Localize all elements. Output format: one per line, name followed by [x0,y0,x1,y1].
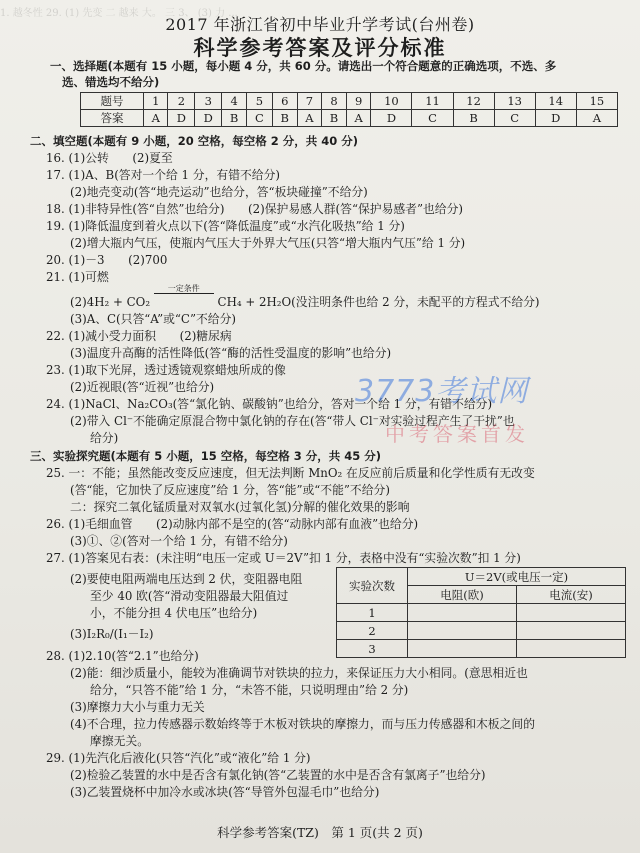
table-row [337,622,626,640]
answer-cell: A [576,110,617,127]
answer-20: 20. (1)－3 (2)700 [46,253,168,267]
answer-cell: B [272,110,297,127]
answer-19-1: 19. (1)降低温度到着火点以下(答“降低温度”或“水汽化吸热”给 1 分) [46,219,405,233]
answer-21-3: (3)A、C(只答“A”或“C”不给分) [70,312,236,326]
answer-24-1: 24. (1)NaCl、Na₂CO₃(答“氯化钠、碳酸钠”也给分，答对一个给 1 分，有错不给分) [46,397,493,411]
reaction-condition: 一定条件 [154,284,214,294]
number-cell: 9 [346,93,370,110]
answer-25-1: 25. 一：不能；虽然能改变反应速度，但无法判断 MnO₂ 在反应前后质量和化学性质有无改变 [46,466,535,480]
number-cell: 10 [371,93,412,110]
number-cell: 14 [535,93,576,110]
answer-cell: C [247,110,273,127]
answer-cell: D [535,110,576,127]
answer-cell: A [297,110,321,127]
trial-number: 1 [337,604,408,622]
answer-25-2: 二：探究二氧化锰质量对双氧水(过氧化氢)分解的催化效果的影响 [70,500,410,514]
answer-27-1: 27. (1)答案见右表：(未注明“电压一定或 U＝2V”扣 1 分，表格中没有“实验次数”扣 1 分) [46,551,521,565]
bleed-through-text: 1. 越冬性 29. (1) 先变 二 越来 大。 三 3、 (3) 力 ... [0,8,238,18]
number-cell: 4 [222,93,247,110]
number-cell: 11 [412,93,453,110]
answer-17-1: 17. (1)A、B(答对一个给 1 分，有错不给分) [46,168,280,182]
trial-number: 3 [337,640,408,658]
answer-cell: A [144,110,168,127]
answer-21-1: 21. (1)可燃 [46,270,109,284]
trial-count-header: 实验次数 [337,568,408,604]
reaction-arrow [154,284,214,311]
answer-28-1: 28. (1)2.10(答“2.1”也给分) [46,649,199,663]
section-3-heading: 三、实验探究题(本题有 5 小题，15 空格，每空格 3 分，共 45 分) [30,449,382,463]
answer-19-2: (2)增大瓶内气压，使瓶内气压大于外界大气压(只答“增大瓶内气压”给 1 分) [70,236,466,250]
answer-cell: C [412,110,453,127]
section-1-heading: 一、选择题(本题有 15 小题，每小题 4 分，共 60 分。请选出一个符合题意的正确选项，不选、多 [50,59,557,73]
current-header: 电流(安) [516,586,625,604]
answer-cell: A [346,110,370,127]
answer-24-2: (2)带入 Cl⁻不能确定原混合物中氯化钠的存在(答“带人 Cl⁻对实验过程产生了干扰”也 [70,414,515,428]
answer-27-2-cont: 至少 40 欧(答“滑动变阻器最大阻值过 [90,589,289,603]
answer-29-1: 29. (1)先汽化后液化(只答“汽化”或“液化”给 1 分) [46,751,311,765]
answer-cell: B [453,110,494,127]
answer-26-3: (3)①、②(答对一个给 1 分，有错不给分) [70,534,288,548]
page-footer: 科学参考答案(TZ) 第 1 页(共 2 页) [217,825,423,840]
multiple-choice-table [80,92,618,127]
table-row [337,604,626,622]
number-cell: 1 [144,93,168,110]
answer-27-2: (2)要使电阻两端电压达到 2 伏，变阻器电阻 [70,572,303,586]
number-cell: 2 [168,93,195,110]
number-cell: 8 [322,93,347,110]
question-number-row [81,93,618,110]
number-cell: 12 [453,93,494,110]
answer-cell: D [168,110,195,127]
answer-22-3: (3)温度升高酶的活性降低(答“酶的活性受温度的影响”也给分) [70,346,392,360]
answer-25-1-cont: (答“能，它加快了反应速度”给 1 分，答“能”或“不能”不给分) [70,483,390,497]
number-cell: 7 [297,93,321,110]
table-row [337,640,626,658]
answer-cell: D [195,110,222,127]
answer-release-watermark: 中考答案首发 [385,422,529,446]
site-watermark: 3773考试网 [355,374,529,409]
answer-17-2: (2)地壳变动(答“地壳运动”也给分，答“板块碰撞”不给分) [70,185,368,199]
answer-21-2-equation [70,284,540,311]
document-subtitle: 科学参考答案及评分标准 [193,36,447,60]
answer-28-4-cont: 摩擦无关。 [90,734,149,748]
section-2-heading: 二、填空题(本题有 9 小题，20 空格，每空格 2 分，共 40 分) [30,134,359,148]
answer-22-1: 22. (1)减小受力面积 (2)糖尿病 [46,329,232,343]
experiment-table [336,567,626,658]
answer-cell: D [371,110,412,127]
number-cell: 6 [272,93,297,110]
answer-28-3: (3)摩擦力大小与重力无关 [70,700,205,714]
answer-28-2-cont: 给分，“只答不能”给 1 分，“未答不能，只说明理由”给 2 分) [90,683,409,697]
equation-reactants: (2)4H₂ + CO₂ [70,295,151,309]
answer-26-1: 26. (1)毛细血管 (2)动脉内部不是空的(答“动脉内部有血液”也给分) [46,517,419,531]
number-cell: 15 [576,93,617,110]
answer-29-2: (2)检验乙装置的水中是否含有氯化钠(答“乙装置的水中是否含有氯离子”也给分) [70,768,486,782]
header-cell: 题号 [81,93,144,110]
answer-cell: C [494,110,535,127]
answer-cell: B [222,110,247,127]
answer-23-2: (2)近视眼(答“近视”也给分) [70,380,215,394]
answer-24-2-cont: 给分) [90,431,119,445]
section-1-heading-cont: 选、错选均不给分) [62,75,160,89]
answer-row [81,110,618,127]
answer-27-2-cont2: 小，不能分担 4 伏电压”也给分) [90,606,258,620]
trial-number: 2 [337,622,408,640]
voltage-header: U＝2V(或电压一定) [408,568,626,586]
answer-29-3: (3)乙装置烧杯中加冷水或冰块(答“导管外包湿毛巾”也给分) [70,785,380,799]
answer-23-1: 23. (1)取下光屏，透过透镜观察蜡烛所成的像 [46,363,286,377]
number-cell: 5 [247,93,273,110]
answer-28-2: (2)能：细沙质量小，能较为准确调节对铁块的拉力，来保证压力大小相同。(意思相近也 [70,666,528,680]
equation-products: CH₄ + 2H₂O(没注明条件也给 2 分，未配平的方程式不给分) [217,295,540,309]
exam-title: 2017 年浙江省初中毕业升学考试(台州卷) [165,15,475,34]
answer-28-4: (4)不合理，拉力传感器示数始终等于木板对铁块的摩擦力，而与压力传感器和木板之间的 [70,717,535,731]
resistance-header: 电阻(欧) [408,586,517,604]
answer-27-3: (3)I₂R₀/(I₁－I₂) [70,627,154,641]
answer-cell: B [322,110,347,127]
number-cell: 3 [195,93,222,110]
number-cell: 13 [494,93,535,110]
answer-18: 18. (1)非特异性(答“自然”也给分) (2)保护易感人群(答“保护易感者”也给分) [46,202,463,216]
header-cell: 答案 [81,110,144,127]
answer-16: 16. (1)公转 (2)夏至 [46,151,173,165]
